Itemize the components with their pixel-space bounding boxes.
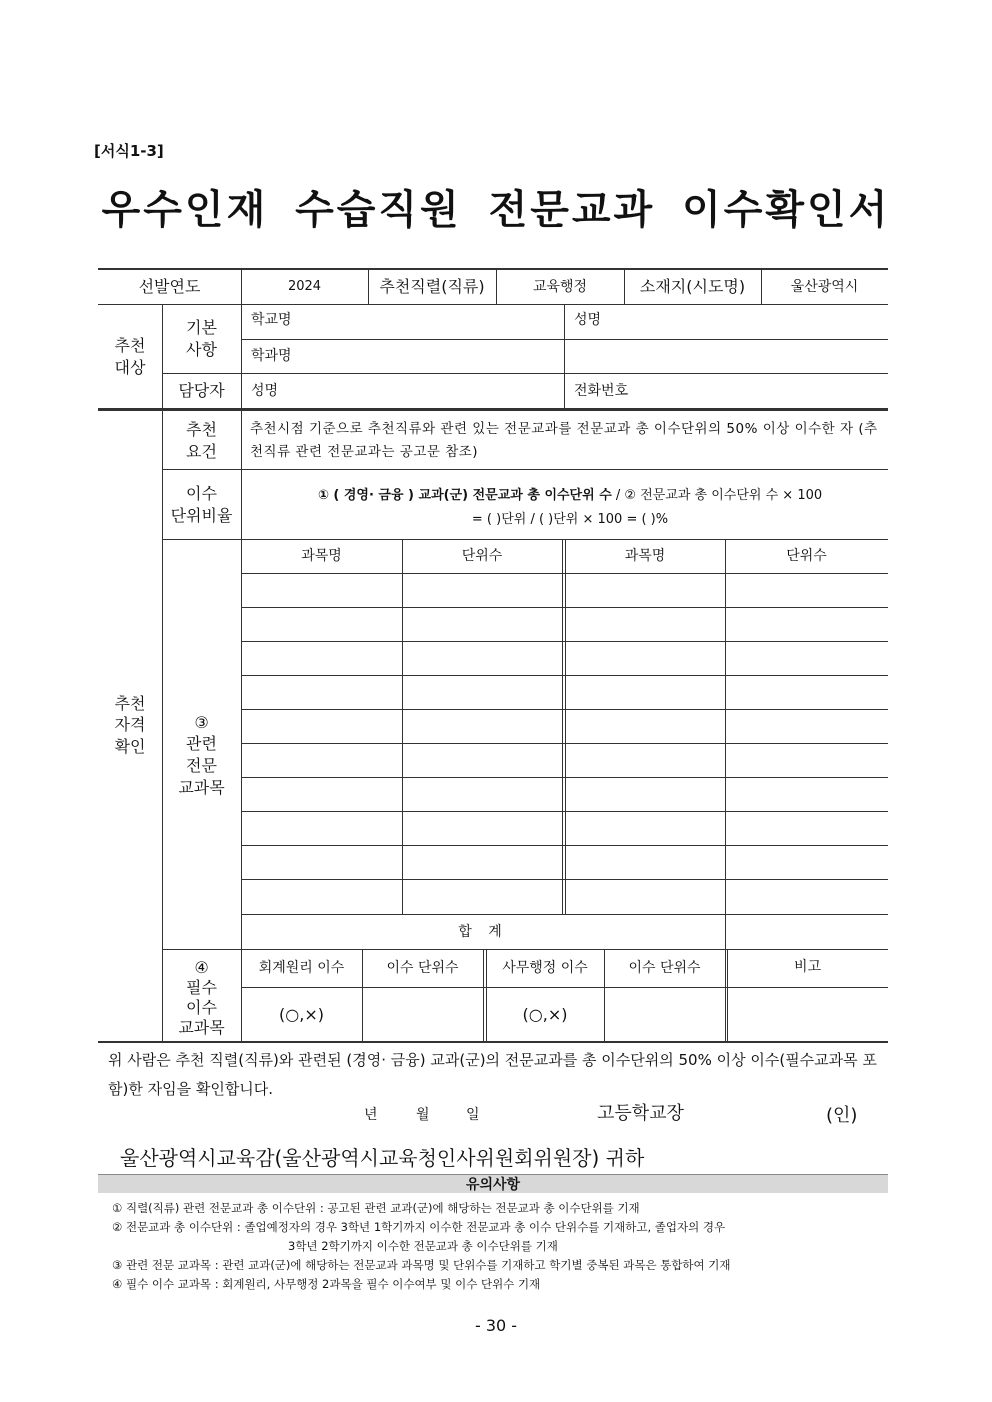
notes-title: 유의사항	[465, 1177, 521, 1193]
line	[402, 539, 403, 915]
accounting-units-header: 이수 단위수	[386, 960, 459, 977]
requirement-text: 추천시점 기준으로 추천직류와 관련 있는 전문교과를 전문교과 총 이수단위의 50% 이상 이수한 자 (추천직류 관련 전문교과는 공고문 참조)	[250, 421, 878, 460]
department-field[interactable]: 학과명	[251, 348, 292, 365]
ratio-label: 이수 단위비율	[170, 483, 233, 525]
accounting-units-value[interactable]	[362, 988, 483, 1041]
ratio-formula-rest: / ② 전문교과 총 이수단위 수 × 100	[611, 488, 823, 503]
accounting-completion-header: 회계원리 이수	[258, 960, 345, 977]
line	[162, 469, 888, 470]
units-column-header-2: 단위수	[786, 548, 827, 565]
related-subjects-label: ③ 관련 전문 교과목	[178, 712, 225, 797]
ratio-calculation[interactable]: = ( )단위 / ( )단위 × 100 = ( )%	[471, 512, 669, 527]
year-label: 선발연도	[138, 277, 201, 297]
job-value[interactable]: 교육행정	[532, 278, 588, 295]
line	[483, 949, 484, 1042]
remarks-value[interactable]	[727, 988, 888, 1041]
date-day-label: 일	[466, 1107, 480, 1123]
location-label: 소재지(시도명)	[639, 277, 746, 297]
note-item: ① 직렬(직류) 관련 전문교과 총 이수단위 : 공고된 관련 교과(군)에 해당하는 전문교과 총 이수단위를 기재	[112, 1201, 640, 1215]
page-number: - 30 -	[474, 1316, 518, 1335]
department-value[interactable]	[564, 340, 888, 373]
date-year-label: 년	[364, 1107, 378, 1123]
note-item: ③ 관련 전문 교과목 : 관련 교과(군)에 해당하는 전문교과 과목명 및 단위수를 기재하고 학기별 중복된 과목은 통합하여 기재	[112, 1258, 731, 1272]
form-number: [서식1-3]	[94, 142, 164, 160]
seal-mark: (인)	[826, 1105, 858, 1126]
office-admin-units-header: 이수 단위수	[628, 960, 701, 977]
notes-title-bar	[98, 1174, 888, 1193]
addressee: 울산광역시교육감(울산광역시교육청인사위원회위원장) 귀하	[120, 1146, 645, 1170]
phone-field[interactable]: 전화번호	[574, 382, 629, 399]
notes-list	[112, 1199, 892, 1294]
note-item: ④ 필수 이수 교과목 : 회계원리, 사무행정 2과목을 필수 이수여부 및 이수 단위수 기재	[112, 1277, 541, 1291]
office-admin-units-value[interactable]	[604, 988, 725, 1041]
manager-label: 담당자	[178, 381, 225, 401]
table-bottom-border	[98, 1041, 888, 1043]
required-subjects-label: ④ 필수 이수 교과목	[178, 958, 225, 1037]
accounting-completion-mark[interactable]: (○,×)	[279, 1004, 324, 1024]
line	[565, 539, 566, 915]
qualification-section-label: 추천 자격 확인	[114, 693, 146, 756]
requirement-label: 추천 요건	[186, 419, 217, 461]
ratio-formula	[250, 484, 890, 503]
section-divider	[98, 408, 888, 411]
line	[562, 539, 563, 915]
subject-column-header-2: 과목명	[624, 548, 666, 565]
note-item-continued: 3학년 2학기까지 이수한 전문교과 총 이수단위를 기재	[288, 1239, 558, 1253]
office-admin-completion-header: 사무행정 이수	[502, 960, 588, 977]
total-value[interactable]	[725, 915, 888, 949]
target-section-label: 추천 대상	[114, 335, 146, 377]
manager-name-field[interactable]: 성명	[251, 382, 279, 399]
line	[725, 539, 726, 1042]
ratio-formula-bold: ① ( 경영· 금융 ) 교과(군) 전문교과 총 이수단위 수	[317, 488, 612, 503]
student-name-field[interactable]: 성명	[574, 312, 602, 328]
subject-column-header: 과목명	[301, 548, 342, 565]
year-value[interactable]: 2024	[287, 279, 322, 295]
office-admin-completion-mark[interactable]: (○,×)	[522, 1004, 568, 1024]
school-principal: 고등학교장	[597, 1103, 684, 1124]
remarks-header: 비고	[793, 959, 822, 975]
school-name-field[interactable]: 학교명	[251, 312, 292, 328]
job-label: 추천직렬(직류)	[379, 277, 485, 297]
date-month-label: 월	[416, 1107, 430, 1123]
confirmation-statement: 위 사람은 추천 직렬(직류)와 관련된 (경영· 금융) 교과(군)의 전문교과를 총 이수단위의 50% 이상 이수(필수교과목 포함)한 자임을 확인합니다.	[108, 1051, 877, 1098]
note-item: ② 전문교과 총 이수단위 : 졸업예정자의 경우 3학년 1학기까지 이수한 전문교과 총 이수 단위수를 기재하고, 졸업자의 경우	[112, 1220, 726, 1234]
total-label: 합 계	[458, 923, 508, 940]
units-column-header: 단위수	[461, 548, 503, 565]
page-title: 우수인재 수습직원 전문교과 이수확인서	[101, 187, 891, 233]
basic-info-label: 기본 사항	[186, 318, 217, 359]
location-value[interactable]: 울산광역시	[790, 278, 859, 295]
